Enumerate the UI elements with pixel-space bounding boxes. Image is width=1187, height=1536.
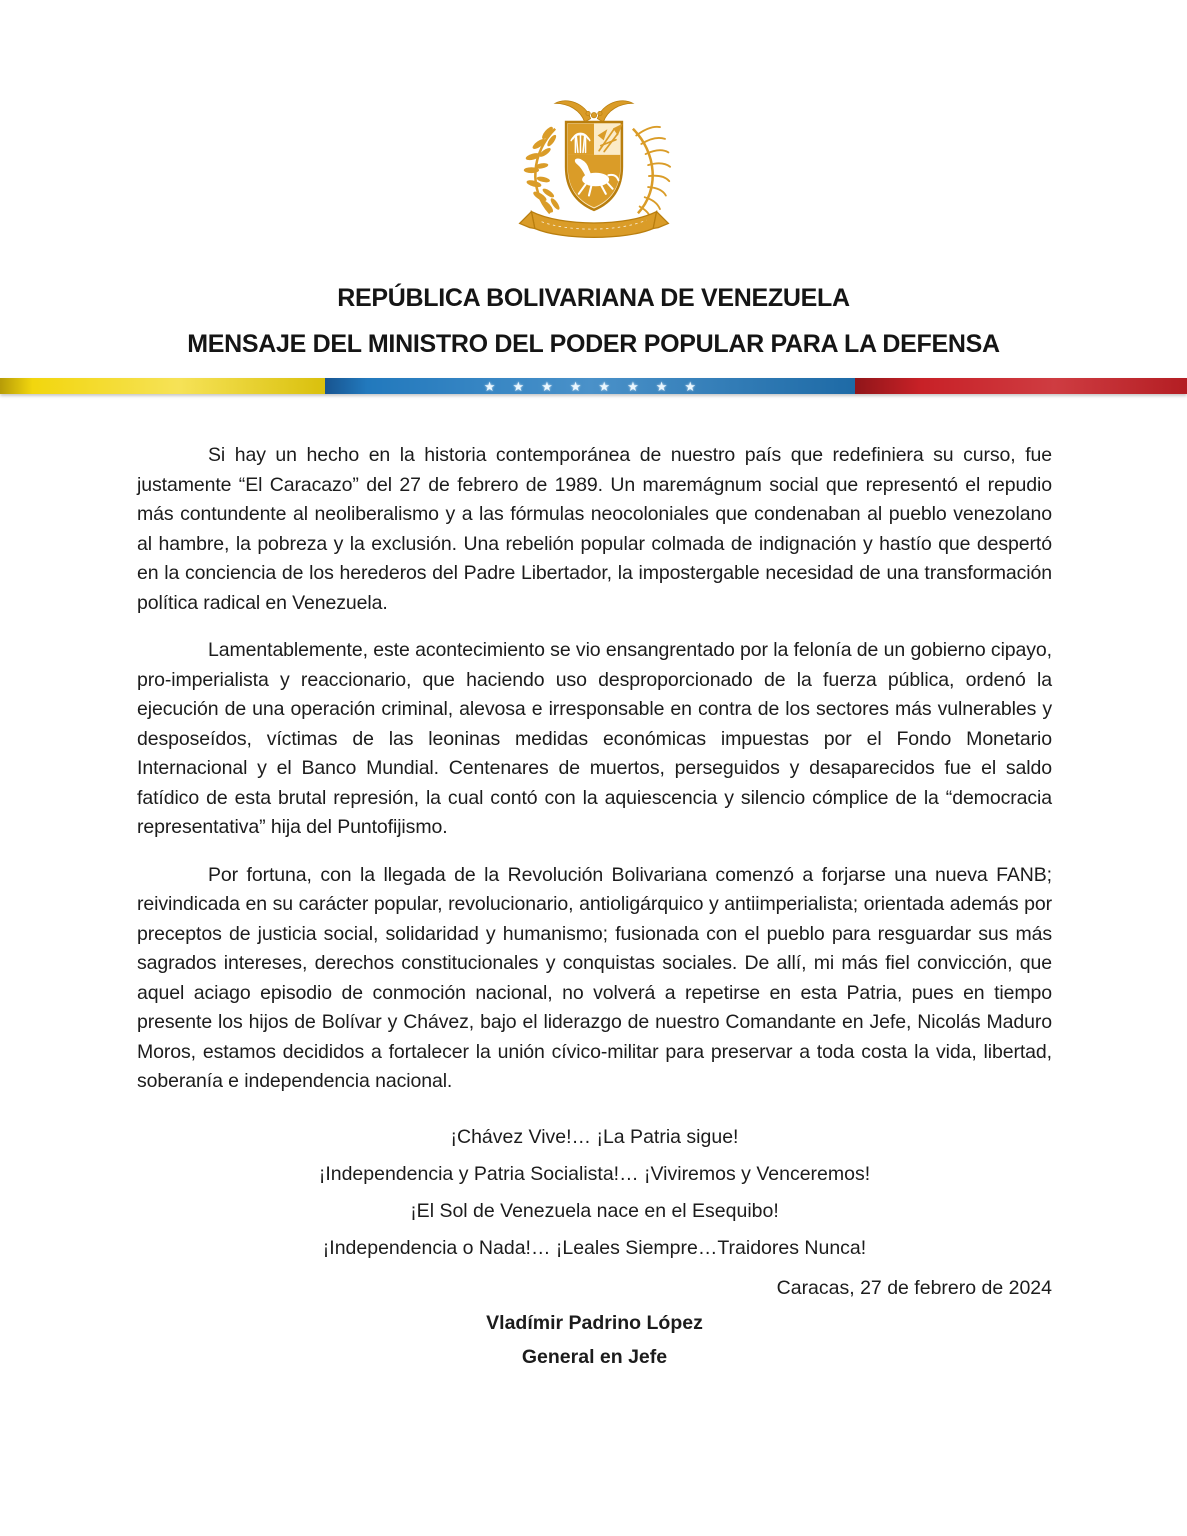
letter-body [137,441,1052,1374]
venezuela-coat-of-arms-icon [501,82,687,260]
star-icon: ★ [655,378,668,394]
document-title: REPÚBLICA BOLIVARIANA DE VENEZUELA [337,284,850,312]
slogan-line-2: ¡Independencia y Patria Socialista!… ¡Viviremos y Venceremos! [318,1162,871,1185]
signature-name: Vladímir Padrino López [486,1311,703,1334]
flag-banner [0,378,1187,394]
flag-red-band [855,378,1187,394]
slogans-block [137,1119,1052,1267]
dateline: Caracas, 27 de febrero de 2024 [776,1276,1052,1299]
slogan-line-3: ¡El Sol de Venezuela nace en el Esequibo! [410,1199,779,1222]
paragraph-3: Por fortuna, con la llegada de la Revolución Bolivariana comenzó a forjarse una nueva FANB; reivindicada en su carácter popular, revolucionario, antioligárquico y antiimperialista; orientada además por preceptos de justicia social, solidaridad y humanismo; fusionada con el pueblo para resguardar sus más sagrados intereses, derechos constitucionales y conquistas sociales. De allí, mi más fiel convicción, que aquel aciago episodio de conmoción nacional, no volverá a repetirse en esta Patria, pues en tiempo presente los hijos de Bolívar y Chávez, bajo el liderazgo de nuestro Comandante en Jefe, Nicolás Maduro Moros, estamos decididos a fortalecer la unión cívico-militar para preservar a toda costa la vida, libertad, soberanía e independencia nacional. [137,863,1052,1092]
star-icon: ★ [483,378,496,394]
slogan-line-4: ¡Independencia o Nada!… ¡Leales Siempre…Traidores Nunca! [322,1236,867,1259]
flag-stars [325,378,854,394]
slogan-line-1: ¡Chávez Vive!… ¡La Patria sigue! [450,1125,739,1148]
star-icon: ★ [512,378,525,394]
signature-title: General en Jefe [521,1345,668,1368]
star-icon: ★ [684,378,697,394]
star-icon: ★ [598,378,611,394]
signature-block [137,1306,1052,1374]
paragraph-2: Lamentablemente, este acontecimiento se vio ensangrentado por la felonía de un gobierno cipayo, pro-imperialista y reaccionario, que haciendo uso desproporcionado de la fuerza pública, ordenó la ejecución de una operación criminal, alevosa e irresponsable en contra de los sectores más vulnerables y desposeídos, víctimas de las leoninas medidas económicas impuestas por el Fondo Monetario Internacional y el Banco Mundial. Centenares de muertos, perseguidos y desaparecidos fue el saldo fatídico de esta brutal represión, la cual contó con la aquiescencia y silencio cómplice de la “democracia representativa” hija del Puntofijismo. [137,639,1052,838]
star-icon: ★ [627,378,639,394]
star-icon: ★ [569,378,582,394]
flag-blue-band [325,378,854,394]
star-icon: ★ [541,378,553,394]
document-subtitle: MENSAJE DEL MINISTRO DEL PODER POPULAR PARA LA DEFENSA [187,330,1000,358]
flag-yellow-band [0,378,325,394]
paragraph-1: Si hay un hecho en la historia contemporánea de nuestro país que redefiniera su curso, fue justamente “El Caracazo” del 27 de febrero de 1989. Un maremágnum social que representó el repudio más contundente al neoliberalismo y a las fórmulas neocoloniales que condenaban al pueblo venezolano al hambre, la pobreza y la exclusión. Una rebelión popular colmada de indignación y hastío que despertó en la conciencia de los herederos del Padre Libertador, la impostergable necesidad de una transformación política radical en Venezuela. [137,444,1052,614]
